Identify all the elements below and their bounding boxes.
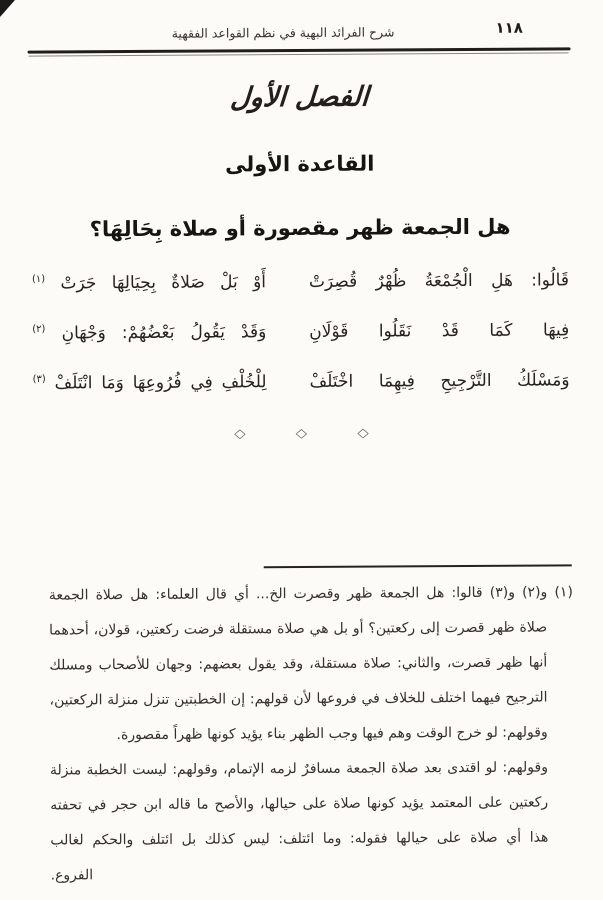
footnote-line: الترجيح فيهما اختلف للخلاف في فروعها لأن قولهم: إن الخطبتين تنزل منزلة الركعتين،	[49, 689, 548, 709]
footnote-line: أنها ظهر قصرت، والثاني: صلاة مستقلة، وقد يقول بعضهم: وجهان للأصحاب ومسلك	[49, 654, 548, 674]
verse-1-first-hemistich: قَالُوا: هَلِ الْجُمْعَةُ ظُهْرٌ قُصِرَتْ	[308, 270, 570, 292]
footnote-marker-1: (١)	[31, 273, 46, 285]
header-rule-echo	[29, 52, 569, 56]
diamond-ornament-icon: ◇	[357, 424, 369, 441]
verse-2-second-text: وَقَدْ يَقُولُ بَعْضُهُمْ: وَجْهَانِ	[61, 322, 267, 344]
footnote-line: الفروع.	[50, 867, 94, 884]
footnote-line: وقولهم: لو خرج الوقت وهم فيها وجب الظهر بناء يؤيد كونها ظهراً مقصورة.	[116, 724, 548, 744]
verse-3-first-hemistich: وَمَسْلَكُ التَّرْجِيحِ فِيهِمَا اخْتَلَفْ	[309, 370, 570, 392]
verse-line-3	[32, 364, 569, 417]
footnote-line: (١) و(٢) و(٣) قالوا: هل الجمعة ظهر وقصرت الخ... أي قال العلماء: هل صلاة الجمعة	[48, 584, 573, 604]
chapter-heading: الفصل الأول	[229, 81, 370, 114]
running-header-title: شرح الفرائد البهية في نظم القواعد الفقهية	[171, 24, 395, 41]
verse-1-second-text: أَوْ بَلْ صَلاةٌ بِحِيَالِهَا جَرَتْ	[60, 272, 267, 294]
verse-line-2	[32, 314, 569, 367]
page-number: ١١٨	[495, 18, 523, 37]
verse-1-second-hemistich	[32, 266, 266, 300]
poem-block	[32, 264, 570, 417]
footnote-line: وقولهم: لو اقتدى بعد صلاة الجمعة مسافرٌ لزمه الإتمام، وقولهم: ليست الخطبة منزلة	[49, 759, 548, 779]
rule-heading: القاعدة الأولى	[225, 151, 375, 177]
footnote-marker-3: (٣)	[32, 373, 46, 385]
diamond-ornament-icon: ◇	[295, 425, 308, 441]
footnote-line: هذا أي صلاة على حيالها فقوله: وما ائتلف: ليس كذلك بل ائتلف والحكم لغالب	[50, 829, 549, 849]
verse-2-second-hemistich	[32, 316, 266, 350]
verse-line-1	[32, 264, 569, 317]
section-divider-ornament	[0, 422, 603, 444]
verse-3-second-hemistich	[32, 366, 266, 400]
verse-2-first-hemistich: فِيهَا كَمَا قَدْ نَقَلُوا قَوْلَانِ	[309, 320, 570, 342]
question-heading: هل الجمعة ظهر مقصورة أو صلاة بِحَالِهَا؟	[89, 214, 511, 242]
footnote-marker-2: (٢)	[32, 323, 46, 335]
footnote-separator-rule	[264, 564, 572, 568]
diamond-ornament-icon: ◇	[234, 425, 246, 442]
footnotes-block	[49, 575, 575, 893]
verse-3-second-text: لِلْخُلْفِ فِي فُرُوعِهَا وَمَا انْتَلَفْ	[54, 372, 267, 394]
footnote-line: ركعتين على المعتمد يؤيد كونها صلاة على حيالها، والأصح ما قاله ابن حجر في تحفته	[50, 794, 549, 814]
footnote-line: صلاة ظهر قصرت إلى ركعتين؟ أو بل هي صلاة مستقلة فرضت ركعتين، قولان، أحدهما	[49, 619, 548, 639]
